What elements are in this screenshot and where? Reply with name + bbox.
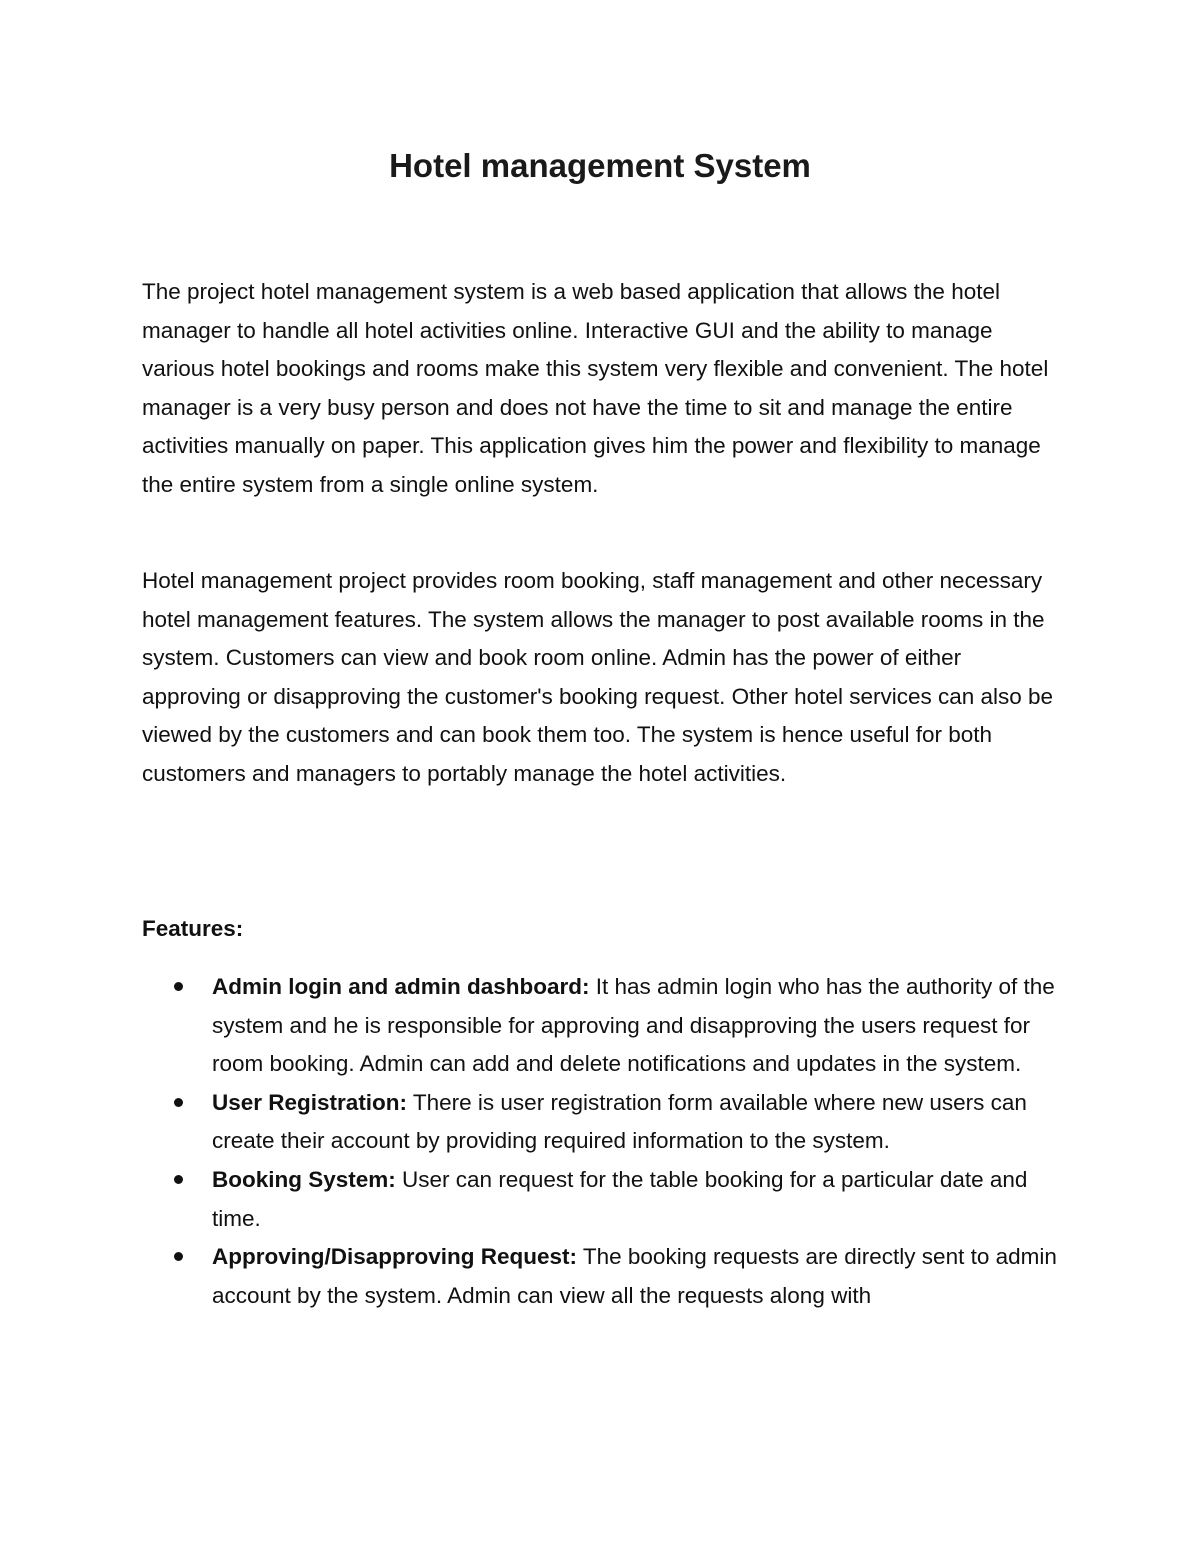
feature-item-approving-request: [142, 1238, 1072, 1315]
feature-item-booking-system: [142, 1161, 1072, 1238]
bullet-icon: [174, 982, 183, 991]
feature-item-user-registration: [142, 1084, 1072, 1161]
feature-name: Approving/Disapproving Request:: [212, 1244, 578, 1270]
bullet-icon: [174, 1175, 183, 1184]
feature-name: User Registration:: [212, 1089, 408, 1115]
features-list: [142, 968, 1072, 1315]
features-heading: Features:: [142, 916, 244, 941]
feature-name: Booking System:: [212, 1166, 396, 1192]
document-title: Hotel management System: [389, 147, 811, 184]
bullet-icon: [174, 1098, 183, 1107]
intro-paragraph: The project hotel management system is a web based application that allows the hotel manager to handle all hotel activities online. Interactive GUI and the ability to manage various hotel bookings and rooms make this system very flexible and convenient. The hotel manager is a very busy person and does not have the time to sit and manage the entire activities manually on paper. This application gives him the power and flexibility to manage the entire system from a single online system.: [142, 279, 1049, 497]
bullet-icon: [174, 1252, 183, 1261]
feature-item-admin-login: [142, 968, 1072, 1084]
feature-description: The booking requests are directly sent to admin account by the system. Admin can view all the requests along with: [212, 1244, 1057, 1308]
feature-description: User can request for the table booking for a particular date and time.: [212, 1166, 1028, 1231]
feature-name: Admin login and admin dashboard:: [212, 974, 590, 999]
overview-paragraph: Hotel management project provides room booking, staff management and other necessary hotel management features. The system allows the manager to post available rooms in the system. Customers can view and book room online. Admin has the power of either approving or disapproving the customer's booking request. Other hotel services can also be viewed by the customers and can book them too. The system is hence useful for both customers and managers to portably manage the hotel activities.: [142, 568, 1054, 786]
feature-description: It has admin login who has the authority of the system and he is responsible for approving and disapproving the users request for room booking. Admin can add and delete notifications and updates in the system.: [212, 974, 1055, 1077]
feature-description: There is user registration form available where new users can create their account by providing required information to the system.: [212, 1089, 1027, 1154]
